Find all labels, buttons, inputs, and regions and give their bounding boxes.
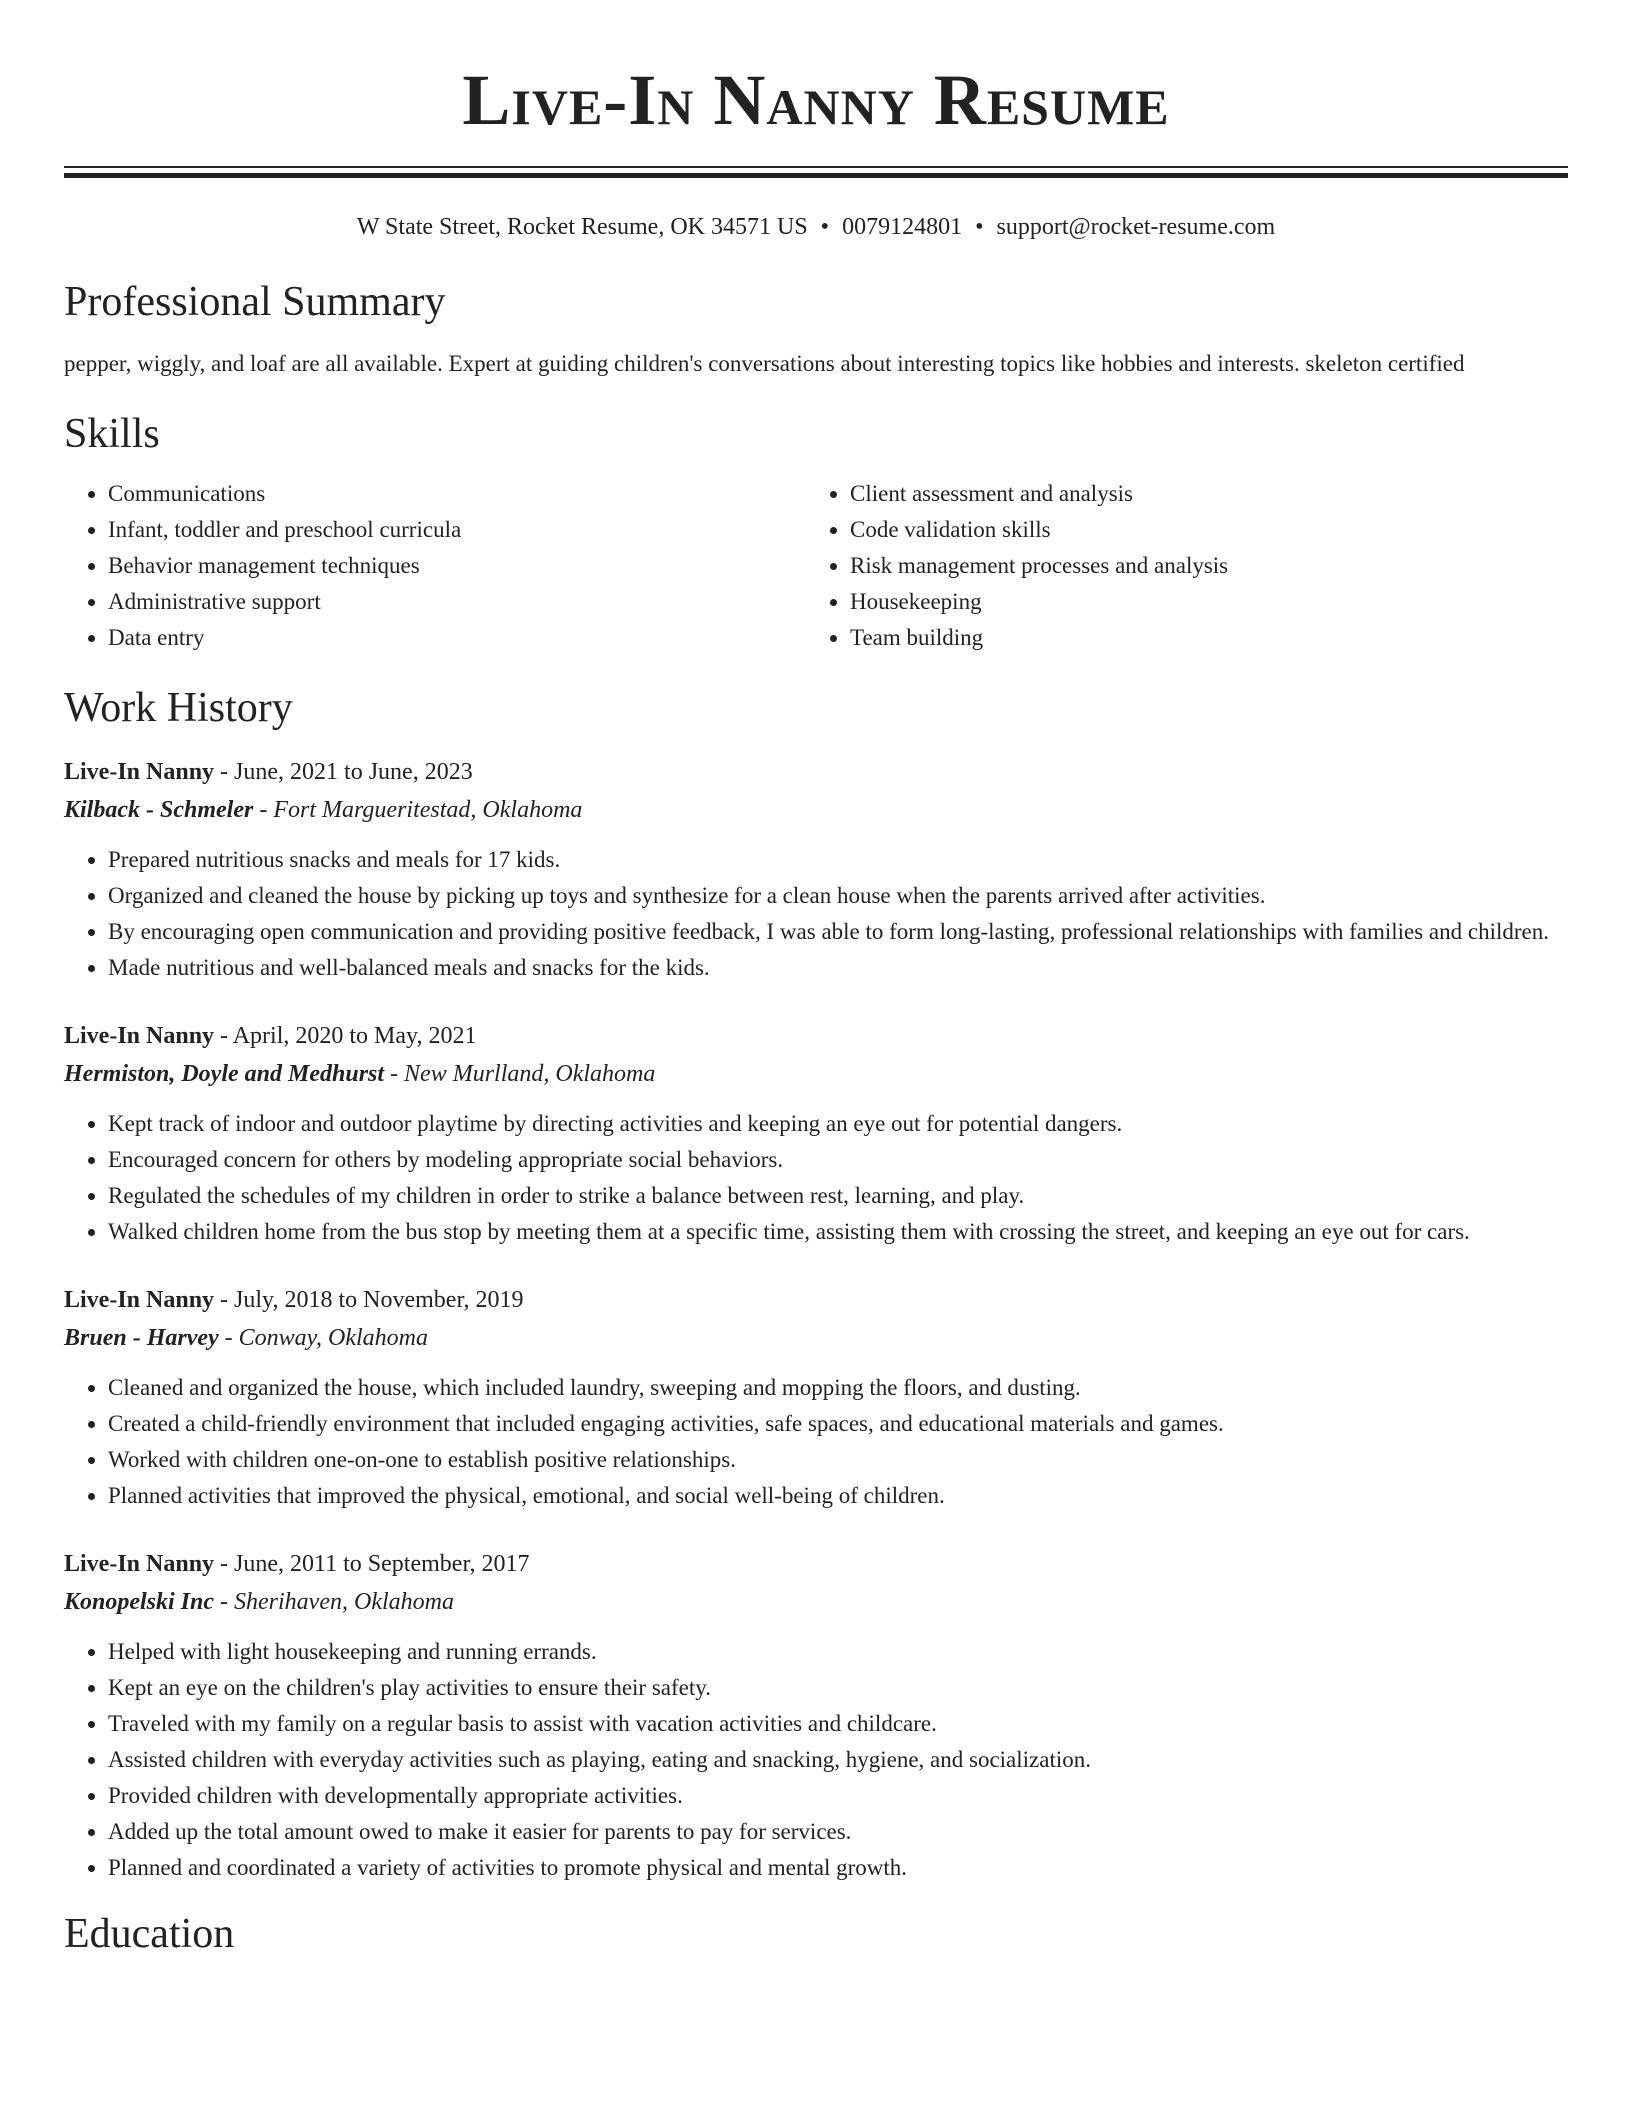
summary-section [0,278,1632,382]
skills-section [0,410,1632,656]
job-employer-line [64,1320,1568,1356]
skill-item: • Communications [108,476,806,512]
job-dates: - April, 2020 to May, 2021 [220,1023,477,1049]
job-duty: • By encouraging open communication and providing positive feedback, I was able to form long-lasting, professional relationships with families and children. [108,914,1568,950]
job-role: Live-In Nanny [64,1551,215,1577]
job-duty: • Assisted children with everyday activities such as playing, eating and snacking, hygiene, and socialization. [108,1742,1568,1778]
job-company: Konopelski Inc [64,1589,215,1615]
contact-phone: 0079124801 [842,214,963,240]
job-duty: • Organized and cleaned the house by picking up toys and synthesize for a clean house when the parents arrived after activities. [108,878,1568,914]
summary-text: pepper, wiggly, and loaf are all available. Expert at guiding children's conversations about interesting topics like hobbies and interests. skeleton certified [64,351,1465,376]
job-company: Hermiston, Doyle and Medhurst [64,1061,385,1087]
contact-address: W State Street, Rocket Resume, OK 34571 US [356,214,808,240]
job-location: - Fort Margueritestad, Oklahoma [259,797,583,823]
skill-item: • Code validation skills [850,512,1548,548]
job-duties [64,1634,1568,1886]
job-company: Kilback - Schmeler [64,797,254,823]
contact-line [0,212,1632,242]
job-entry [64,1282,1568,1514]
summary-heading: Professional Summary [64,279,446,325]
job-duties [64,1106,1568,1250]
job-title-line [64,1018,1568,1054]
education-heading: Education [64,1911,235,1957]
job-role: Live-In Nanny [64,1287,215,1313]
job-location: - New Murlland, Oklahoma [390,1061,656,1087]
job-duty: • Planned and coordinated a variety of activities to promote physical and mental growth. [108,1850,1568,1886]
job-duty: • Kept an eye on the children's play activities to ensure their safety. [108,1670,1568,1706]
job-duty: • Worked with children one-on-one to establish positive relationships. [108,1442,1568,1478]
skill-item: • Client assessment and analysis [850,476,1548,512]
job-duty: • Made nutritious and well-balanced meals and snacks for the kids. [108,950,1568,986]
skill-item: • Housekeeping [850,584,1548,620]
job-duty: • Planned activities that improved the physical, emotional, and social well-being of children. [108,1478,1568,1514]
title-divider-thin [64,166,1568,168]
work-history-heading: Work History [64,685,293,731]
job-employer-line [64,1584,1568,1620]
job-duty: • Cleaned and organized the house, which included laundry, sweeping and mopping the floors, and dusting. [108,1370,1568,1406]
skills-heading: Skills [64,411,160,457]
job-role: Live-In Nanny [64,759,215,785]
job-duty: • Regulated the schedules of my children in order to strike a balance between rest, learning, and play. [108,1178,1568,1214]
skills-column-left [64,476,806,656]
job-title-line [64,754,1568,790]
job-location: - Conway, Oklahoma [224,1325,428,1351]
job-duties [64,1370,1568,1514]
skill-item: • Risk management processes and analysis [850,548,1548,584]
job-entry [64,1018,1568,1250]
job-duty: • Traveled with my family on a regular basis to assist with vacation activities and childcare. [108,1706,1568,1742]
contact-separator: • [975,214,984,240]
contact-email: support@rocket-resume.com [996,214,1276,240]
job-duties [64,842,1568,986]
job-duty: • Prepared nutritious snacks and meals for 17 kids. [108,842,1568,878]
job-duty: • Added up the total amount owed to make it easier for parents to pay for services. [108,1814,1568,1850]
resume-title: Live-In Nanny Resume [462,60,1170,140]
job-dates: - June, 2021 to June, 2023 [220,759,473,785]
job-company: Bruen - Harvey [64,1325,219,1351]
skills-grid [64,476,1568,656]
skill-item: • Infant, toddler and preschool curricula [108,512,806,548]
job-employer-line [64,792,1568,828]
job-entry [64,1546,1568,1886]
job-duty: • Helped with light housekeeping and running errands. [108,1634,1568,1670]
job-duty: • Walked children home from the bus stop by meeting them at a specific time, assisting them with crossing the street, and keeping an eye out for cars. [108,1214,1568,1250]
skill-item: • Data entry [108,620,806,656]
job-duty: • Kept track of indoor and outdoor playtime by directing activities and keeping an eye out for potential dangers. [108,1106,1568,1142]
skill-item: • Administrative support [108,584,806,620]
job-duty: • Provided children with developmentally appropriate activities. [108,1778,1568,1814]
skill-item: • Team building [850,620,1548,656]
job-employer-line [64,1056,1568,1092]
job-title-line [64,1282,1568,1318]
work-history-section [0,684,1632,1886]
job-dates: - July, 2018 to November, 2019 [220,1287,524,1313]
education-section [0,1910,1632,1958]
job-location: - Sherihaven, Oklahoma [220,1589,454,1615]
job-entry [64,754,1568,986]
job-title-line [64,1546,1568,1582]
title-divider-thick [64,173,1568,178]
skills-column-right [806,476,1548,656]
job-role: Live-In Nanny [64,1023,215,1049]
job-duty: • Created a child-friendly environment that included engaging activities, safe spaces, and educational materials and games. [108,1406,1568,1442]
skill-item: • Behavior management techniques [108,548,806,584]
contact-separator: • [820,214,830,240]
job-duty: • Encouraged concern for others by modeling appropriate social behaviors. [108,1142,1568,1178]
job-dates: - June, 2011 to September, 2017 [220,1551,530,1577]
